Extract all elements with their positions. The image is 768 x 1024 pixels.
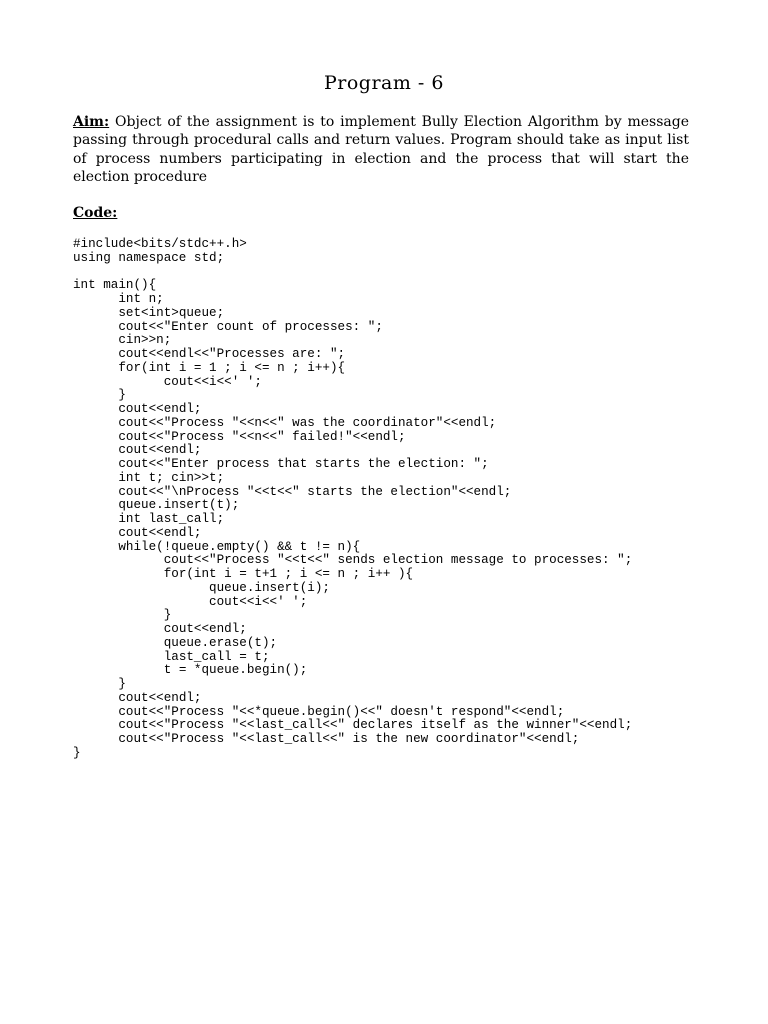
aim-text: Object of the assignment is to implement Bully Election Algorithm by message passing through procedural calls and return values. Program should take as input list of process numbers participating in election and the process that will start the election procedure (73, 114, 690, 185)
code-block: #include<bits/stdc++.h> using namespace std; int main(){ int n; set<int>queue; cout<<"Enter count of processes: "; cin>>n; cout<<endl<<"Processes are: "; for(int i = 1 ; i <= n ; i++){ cout<<i<<' '; } cout<<endl; cout<<"Process "<<n<<" was the coordinator"<<endl; cout<<"Process "<<n<<" failed!"<<endl; cout<<endl; cout<<"Enter process that starts the election: "; int t; cin>>t; cout<<"\nProcess "<<t<<" starts the election"<<endl; queue.insert(t); int last_call; cout<<endl; while(!queue.empty() && t != n){ cout<<"Process "<<t<<" sends election message to processes: "; for(int i = t+1 ; i <= n ; i++ ){ queue.insert(i); cout<<i<<' '; } cout<<endl; queue.erase(t); last_call = t; t = *queue.begin(); } cout<<endl; cout<<"Process "<<*queue.begin()<<" doesn't respond"<<endl; cout<<"Process "<<last_call<<" declares itself as the winner"<<endl; cout<<"Process "<<last_call<<" is the new coordinator"<<endl; } (73, 237, 633, 760)
aim-label: Aim: (73, 114, 110, 130)
page-title: Program - 6 (324, 72, 444, 94)
aim-paragraph (73, 113, 689, 186)
code-heading: Code: (73, 205, 118, 221)
